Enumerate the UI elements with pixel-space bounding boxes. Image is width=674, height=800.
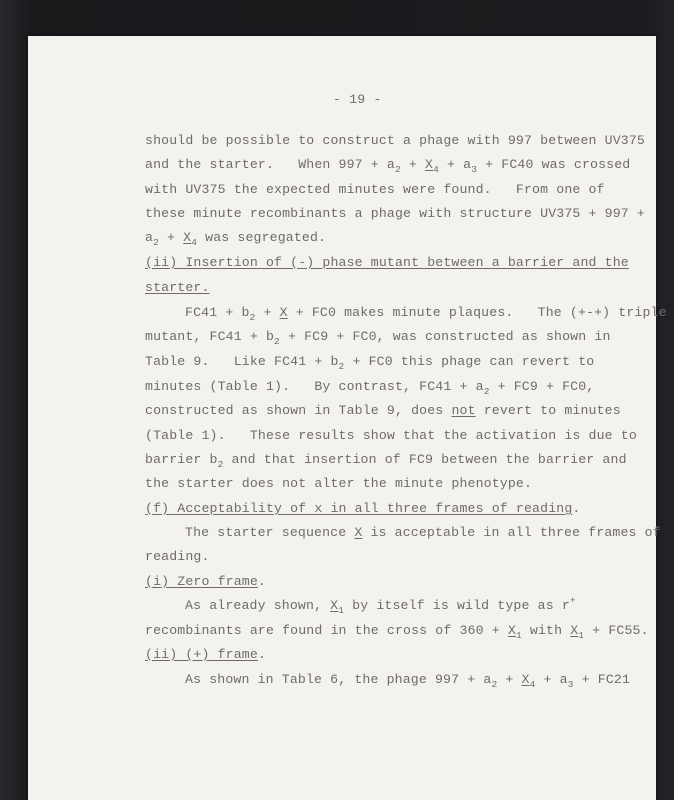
text-segment: with [521,623,571,638]
text-segment: these minute recombinants a phage with structure UV375 + 997 + [145,206,645,221]
text-segment: + FC21 [573,672,631,687]
text-segment: X [279,305,288,320]
text-segment: + [255,305,280,320]
text-segment: should be possible to construct a phage with 997 between UV375 [145,133,645,148]
text-line [145,133,645,149]
text-segment: + a [535,672,568,687]
subscript: 2 [483,386,490,397]
text-line [185,672,630,689]
subscript: 2 [217,459,224,470]
text-line [145,549,210,565]
text-segment: + FC0 makes minute plaques. The (+-+) triple [287,305,667,320]
text-segment: revert to minutes [475,403,621,418]
text-line [145,428,637,444]
subscript: 3 [471,164,478,175]
text-line [145,182,605,198]
text-segment: by itself is wild type as r [344,598,570,613]
text-segment: constructed as shown in Table 9, does [145,403,452,418]
subscript: 2 [274,336,280,347]
text-segment: minutes (Table 1). By contrast, FC41 + a [145,379,484,394]
text-line [145,329,611,346]
text-segment: FC41 + b [185,305,250,320]
text-line [145,280,210,296]
text-line [145,452,627,469]
text-segment: + a [438,157,472,172]
text-segment: (i) Zero frame [145,574,258,589]
subscript: 2 [249,312,256,323]
text-segment: As already shown, [185,598,331,613]
text-segment: barrier b [145,452,218,467]
text-line [145,647,266,663]
subscript: 2 [153,237,159,248]
subscript: 1 [338,605,345,616]
text-line [145,379,594,396]
text-segment: a [145,230,154,245]
text-segment: and the starter. When 997 + a [145,157,395,172]
subscript: 4 [433,164,439,175]
text-segment: was segregated. [197,230,327,245]
text-line [145,157,630,174]
text-segment: + FC9 + FC0, was constructed as shown in [279,329,611,344]
text-segment: (Table 1). These results show that the activation is due to [145,428,637,443]
text-line [185,525,661,541]
page-number: - 19 - [333,92,382,107]
subscript: 1 [515,630,522,641]
text-segment: X [183,230,192,245]
subscript: 2 [338,361,345,372]
text-segment: (ii) (+) frame [145,647,258,662]
text-segment: (ii) Insertion of (-) phase mutant between a barrier and the [145,255,629,270]
text-segment: + [497,672,522,687]
text-segment: starter. [145,280,210,295]
text-segment: + FC9 + FC0, [489,379,595,394]
text-line [145,354,594,371]
subscript: 2 [491,679,498,690]
text-line [145,255,629,271]
subscript: 2 [394,164,401,175]
text-segment: not [451,403,476,418]
text-segment: reading. [145,549,210,564]
text-segment: + [158,230,184,245]
text-segment: recombinants are found in the cross of 360 + [145,623,508,638]
text-segment: X [354,525,363,540]
text-segment: and that insertion of FC9 between the barrier and [223,452,627,467]
text-line [145,403,621,419]
text-segment: As shown in Table 6, the phage 997 + a [185,672,492,687]
text-segment: X [521,672,530,687]
text-segment: + FC0 this phage can revert to [344,354,595,369]
text-segment: X [507,623,516,638]
text-segment: is acceptable in all three frames of [362,525,661,540]
text-segment: + [400,157,426,172]
text-line [185,305,667,322]
text-segment: (f) Acceptability of x in all three frames of reading [145,501,573,516]
text-line [145,574,266,590]
text-segment: . [572,501,581,516]
text-segment: Table 9. Like FC41 + b [145,354,339,369]
superscript: + [569,595,576,606]
text-segment: X [570,623,579,638]
text-line [145,623,649,640]
text-line [145,206,645,222]
text-line [145,230,326,247]
text-segment: X [330,598,339,613]
subscript: 3 [567,679,574,690]
text-segment: X [425,157,434,172]
text-segment: mutant, FC41 + b [145,329,275,344]
text-segment: . [257,647,266,662]
text-line [145,476,532,492]
text-segment: + FC40 was crossed [477,157,631,172]
text-segment: with UV375 the expected minutes were found. From one of [145,182,605,197]
text-line [145,501,580,517]
text-segment: the starter does not alter the minute phenotype. [145,476,533,491]
text-segment: The starter sequence [185,525,355,540]
text-segment: . [257,574,266,589]
subscript: 4 [529,679,536,690]
subscript: 1 [578,630,585,641]
subscript: 4 [191,237,198,248]
text-segment: + FC55. [584,623,649,638]
text-line [185,595,576,616]
